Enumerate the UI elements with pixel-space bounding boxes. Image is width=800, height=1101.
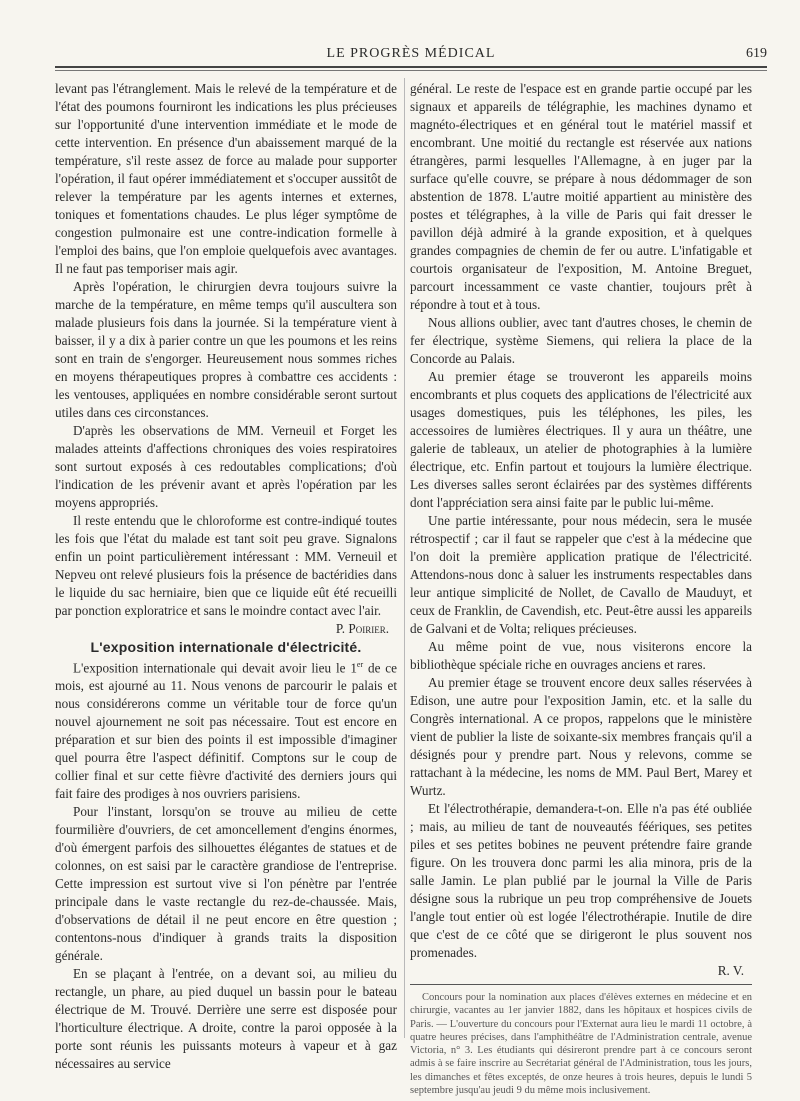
- paragraph: Nous allions oublier, avec tant d'autres choses, le chemin de fer électrique, système Siemens, qui reliera la place de la Concorde au Palais.: [410, 315, 752, 366]
- page-number: 619: [746, 46, 767, 61]
- paragraph: Au premier étage se trouveront les appareils moins encombrants et plus coquets des applications de l'électricité aux usages domestiques, puis les téléphones, les piles, les accessoires de lumières électriques. Il y aura un théâtre, une galerie de tableaux, un atelier de photographies à la lumière électrique, etc. Enfin partout et toujours la lumière électrique. Les diverses salles seront éclairées par des systèmes différents dont l'appréciation sera ainsi faite par le public lui-même.: [410, 369, 752, 510]
- author-signature: R. V.: [717, 963, 744, 978]
- paragraph: Au premier étage se trouvent encore deux salles réservées à Edison, une autre pour l'exposition Jamin, etc. et la salle du Congrès international. A ce propos, rappelons que le ministère vient de publier la liste de soixante-six membres français qu'il a désignés pour y prendre part. Nous y relevons, comme se rattachant à la médecine, les noms de MM. Paul Bert, Marey et Wurtz.: [410, 675, 752, 798]
- right-column: [410, 80, 752, 1097]
- paragraph: Et l'électrothérapie, demandera-t-on. Elle n'a pas été oubliée ; mais, au milieu de tant de nouveautés féériques, ses petites piles et ses petites bobines ne peuvent prétendre faire grande figure. On les trouvera donc parmi les alia minora, pris de la salle Jamin. Le plan publié par le journal la Ville de Paris désigne sous la rubrique un peu trop compréhensive de Jouets l'angle tout entier où est logée l'électrothérapie. Inutile de dire que c'est de ce côté que se dirigeront le plus souvent nos promenades.: [410, 801, 752, 960]
- page-header: [55, 44, 767, 66]
- paragraph: En se plaçant à l'entrée, on a devant soi, au milieu du rectangle, un phare, au pied duquel un bassin pour le bateau électrique de M. Trouvé. Derrière une serre est disposée pour l'horticulture électrique. A droite, contre la paroi opposée à la porte sont réunis les puissants moteurs à vapeur et à gaz nécessaires au service: [55, 966, 397, 1072]
- paragraph: général. Le reste de l'espace est en grande partie occupé par les signaux et appareils de télégraphie, les machines dynamo et magnéto-électriques et en général tout le matériel massif et encombrant. Une moitié du rectangle est réservée aux nations étrangères, parmi lesquelles l'Allemagne, à en juger par la surface qu'elle couvre, se prépare à nous dédommager de son abstention de 1878. L'autre moitié appartient au ministère des postes et télégraphes, à la ville de Paris qui fait dresser le pavillon déjà admiré à la grande exposition, et à quelques grandes compagnies de chemin de fer ou autre. L'infatigable et courtois organisateur de l'exposition, M. Antoine Breguet, parcourt incessamment ce vaste chantier, toujours prêt à répondre à tout et à tous.: [410, 81, 752, 312]
- section-title: L'exposition internationale d'électricité.: [90, 639, 362, 655]
- paragraph: Il reste entendu que le chloroforme est contre-indiqué toutes les fois que l'état du malade est tant soit peu grave. Signalons enfin un point particulièrement intéressant : MM. Verneuil et Nepveu ont relevé plusieurs fois la présence de bactéridies dans le liquide du sac herniaire, bien que ce liquide eût été recueilli par ponction exploratrice et sans le moindre contact avec l'air.: [55, 513, 397, 618]
- header-rule: [55, 66, 767, 68]
- footnote-announcement: [410, 991, 752, 1097]
- paragraph: Pour l'instant, lorsqu'on se trouve au milieu de cette fourmilière d'ouvriers, de cet amoncellement d'engins énormes, d'où émergent parfois des silhouettes élégantes de statues et de colonnes, on est saisi par le caractère grandiose de l'entreprise. Cette impression est surtout vive si l'on pénètre par l'entrée principale dans le vaste rectangle du rez-de-chaussée. Mais, d'observations de détail il ne peut encore en être question ; contentons-nous d'indiquer à grands traits la disposition générale.: [55, 804, 397, 964]
- paragraph: levant pas l'étranglement. Mais le relevé de la température et de l'état des poumons fourniront les indications les plus précieuses sur l'opportunité d'une intervention immédiate et le mode de cette intervention. En présence d'un abaissement marqué de la température, s'il reste assez de force au malade pour supporter l'opération, il faut opérer immédiatement et s'occuper aussitôt de relever la température par les agents internes et externes, toniques et fomentations chaudes. Le plus léger symptôme de congestion pulmonaire est une contre-indication formelle à l'emploi des bains, que l'on emploie quelquefois avec avantages. Il ne faut pas temporiser mais agir.: [55, 81, 397, 276]
- announcement-text: Concours pour la nomination aux places d'élèves externes en médecine et en chirurgie, vacantes au 1er janvier 1882, dans les hôpitaux et hospices civils de Paris. — L'ouverture du concours pour l'Externat aura lieu le mardi 11 octobre, à quatre heures précises, dans l'amphithéâtre de l'Administration centrale, avenue Victoria, n° 3. Les étudiants qui désireront prendre part à ce concours seront admis à se faire inscrire au Secrétariat général de l'Administration, tous les jours, les dimanches et fêtes exceptés, de onze heures à trois heures, depuis le lundi 5 septembre jusqu'au jeudi 9 du même mois inclusivement.: [410, 992, 752, 1097]
- ordinal-suffix: er: [356, 660, 364, 669]
- paragraph-text: L'exposition internationale qui devait avoir lieu le 1: [73, 660, 357, 676]
- paragraph-text: de ce mois, est ajourné au 11. Nous venons de parcourir le palais et nous considérerons comme un véritable tour de force qu'un nouvel ajournement ne soit pas nécessaire. Tout est encore en préparation et sur bien des points il est impossible d'imaginer quel pourra être l'aspect définitif. Comptons sur le coup de collier final et sur cette fièvre d'activité des derniers jours qui fait faire des prodiges à nos ouvriers parisiens.: [55, 660, 398, 802]
- header-rule-thin: [55, 70, 767, 71]
- journal-title: LE PROGRÈS MÉDICAL: [326, 46, 496, 61]
- left-column: [55, 80, 397, 1073]
- paragraph: Une partie intéressante, pour nous médecin, sera le musée rétrospectif ; car il faut se rappeler que c'est à la médecine que l'on doit la première application pratique de l'électricité. Attendons-nous donc à saluer les instruments respectables dans leur antique simplicité de Nollet, de Cavallo de Mauduyt, et ceux de Franklin, de Cavendish, etc. Peut-être aussi les appareils de Galvani et de Volta; reliques précieuses.: [410, 513, 752, 636]
- paragraph: [55, 656, 397, 803]
- note-separator: [410, 984, 752, 985]
- paragraph: Au même point de vue, nous visiterons encore la bibliothèque spéciale riche en ouvrages anciens et rares.: [410, 639, 752, 672]
- author-signature: P. Poirier.: [335, 621, 389, 636]
- paragraph: Après l'opération, le chirurgien devra toujours suivre la marche de la température, en même temps qu'il auscultera son malade plusieurs fois dans la journée. Si la température vient à baisser, il y a dix à parier contre un que les poumons et les reins sont en train de s'engorger. Heureusement nous sommes riches en moyens thérapeutiques propres à combattre ces accidents : les ventouses, appliquées en nombre considérable seront surtout utiles dans ces circonstances.: [55, 279, 397, 420]
- paragraph: D'après les observations de MM. Verneuil et Forget les malades atteints d'affections chroniques des voies respiratoires sont surtout exposés à ces redoutables complications; d'où l'indication de les prévenir avant et après l'opération par les moyens appropriés.: [55, 423, 397, 510]
- column-divider: [404, 78, 405, 1038]
